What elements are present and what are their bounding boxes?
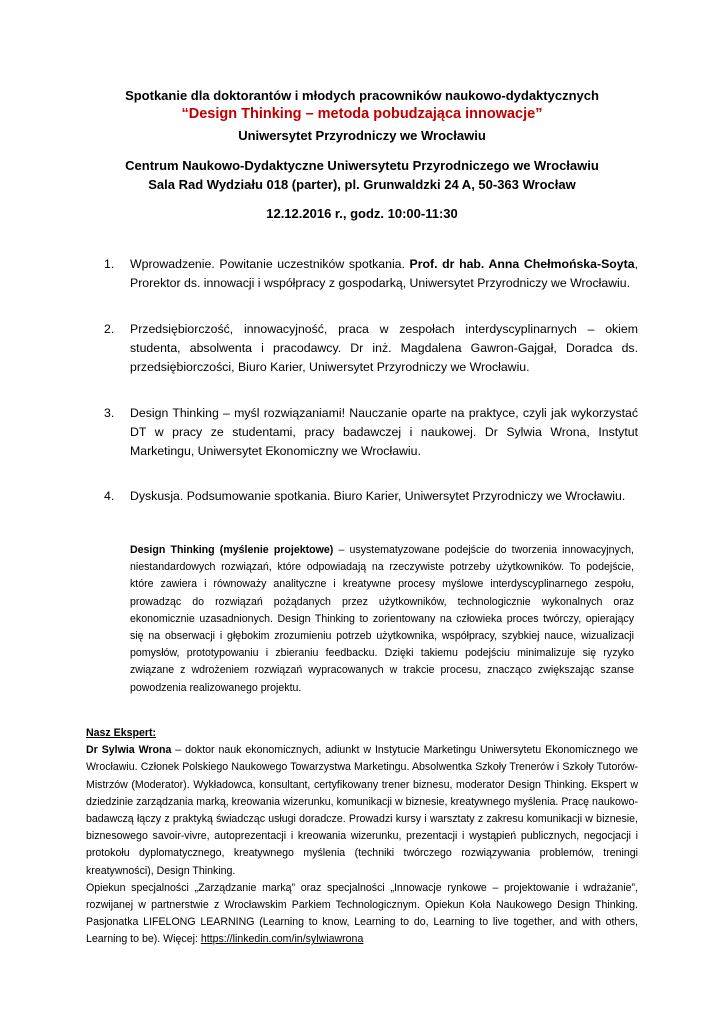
agenda-item-2 <box>104 320 638 377</box>
agenda-item-1 <box>104 255 638 293</box>
expert-name: Dr Sylwia Wrona <box>86 744 172 757</box>
venue-address: Sala Rad Wydziału 018 (parter), pl. Grunwaldzki 24 A, 50-363 Wrocław <box>148 177 576 192</box>
design-thinking-description <box>130 542 634 697</box>
agenda-item-number: 1. <box>104 257 115 271</box>
agenda-item-text <box>130 255 638 293</box>
expert-heading: Nasz Ekspert: <box>86 727 157 739</box>
agenda-item-text: Design Thinking – myśl rozwiązaniami! Nauczanie oparte na praktyce, czyli jak wykorzystać DT w pracy ze studentami, pracy badawczej i naukowej. Dr Sylwia Wrona, Instytut Marketingu, Uniwersytet Ekonomiczny we Wrocławiu. <box>130 406 638 458</box>
expert-bio-2-text: Opiekun specjalności „Zarządzanie marką” oraz specjalności „Innowacje rynkowe – projektowanie i wdrażanie”, rozwijanej w partnerstwie z Wrocławskim Parkiem Technologicznym. Opiekun Koła Naukowego Design Thinking. Pasjonatka LIFELONG LEARNING (Learning to know, Learning to do, Learning to live together, and with others, Learning to be). Więcej: <box>86 881 638 946</box>
agenda-item-number: 4. <box>104 489 115 503</box>
agenda-item-number: 2. <box>104 322 115 336</box>
university-name: Uniwersytet Przyrodniczy we Wrocławiu <box>238 128 486 143</box>
expert-bio-text: – doktor nauk ekonomicznych, adiunkt w Instytucie Marketingu Uniwersytetu Ekonomicznego we Wrocławiu. Członek Polskiego Naukowego Towarzystwa Marketingu. Absolwentka Szkoły Trenerów i Szkoły Tutorów-Mistrzów (Moderator). Wykładowca, konsultant, certyfikowany trener biznesu, moderator Design Thinking. Ekspert w dziedzinie zarządzania marką, kreowania wizerunku, komunikacji w biznesie, kreatywnego myślenia. Pracę naukowo-badawczą łączy z praktyką świadcząc usługi doradcze. Prowadzi kursy i warsztaty z zakresu komunikacji w biznesie, biznesowego savoir-vivre, autoprezentacji i kreowania wizerunku, prezentacji i wystąpień publicznych, negocjacji i protokołu dyplomatycznego, kreatywnego myślenia (techniki twórczego rozwiązywania problemów, treningi kreatywności), Design Thinking. <box>86 744 638 877</box>
agenda-item-3 <box>104 404 638 461</box>
expert-bio <box>86 742 638 880</box>
expert-bio-2 <box>86 880 638 949</box>
venue-name: Centrum Naukowo-Dydaktyczne Uniwersytetu Przyrodniczego we Wrocławiu <box>125 158 599 173</box>
meeting-subtitle: Spotkanie dla doktorantów i młodych pracowników naukowo-dydaktycznych <box>125 88 599 103</box>
agenda-item-number: 3. <box>104 406 115 420</box>
expert-section <box>86 725 638 949</box>
agenda-item-text: Dyskusja. Podsumowanie spotkania. Biuro Karier, Uniwersytet Przyrodniczy we Wrocławiu. <box>130 489 626 503</box>
description-text: – usystematyzowane podejście do tworzenia innowacyjnych, niestandardowych rozwiązań, które odpowiadają na rzeczywiste potrzeby użytkowników. To podejście, które zawiera i równoważy analityczne i kreatywne procesy myślowe interdyscyplinarnego zespołu, prowadząc do rozwiązań pożądanych przez użytkowników, technologicznie wykonalnych oraz ekonomicznie uzasadnionych. Design Thinking to zorientowany na człowieka proces twórczy, opierający się na obserwacji i głębokim zrozumieniu potrzeb użytkownika, współpracy, szybkiej nauce, wizualizacji pomysłów, prototypowaniu i zbieraniu feedbacku. Dzięki takiemu podejściu minimalizuje się ryzyko związane z wdrożeniem rozwiązań wypracowanych w trakcie procesu, znacząco zwiększając szanse powodzenia realizowanego projektu. <box>130 544 634 694</box>
agenda-item-text: Przedsiębiorczość, innowacyjność, praca w zespołach interdyscyplinarnych – okiem studenta, absolwenta i pracodawcy. Dr inż. Magdalena Gawron-Gajgał, Doradca ds. przedsiębiorczości, Biuro Karier, Uniwersytet Przyrodniczy we Wrocławiu. <box>130 322 638 374</box>
meeting-title: “Design Thinking – metoda pobudzająca innowacje” <box>181 106 543 122</box>
agenda-item-4 <box>104 487 638 506</box>
linkedin-link[interactable]: https://linkedin.com/in/sylwiawrona <box>200 933 364 946</box>
agenda-item-1-text-a: Wprowadzenie. Powitanie uczestników spotkania. <box>130 257 410 271</box>
agenda-item-1-text-b: , Prorektor ds. innowacji i współpracy z gospodarką, Uniwersytet Przyrodniczy we Wrocławiu. <box>130 257 638 290</box>
meeting-date: 12.12.2016 r., godz. 10:00-11:30 <box>266 206 458 221</box>
agenda-item-1-speaker: Prof. dr hab. Anna Chełmońska-Soyta <box>409 257 635 271</box>
description-term: Design Thinking (myślenie projektowe) <box>130 544 334 556</box>
